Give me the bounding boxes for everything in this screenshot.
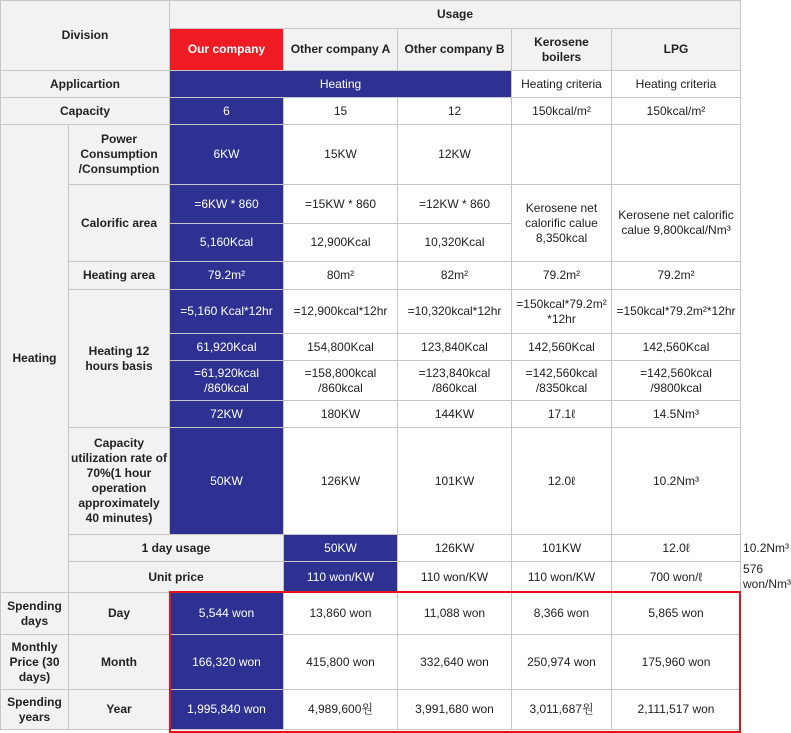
power-cell: 12KW <box>398 125 512 185</box>
utilization-cell: 12.0ℓ <box>512 428 612 535</box>
utilization-cell: 126KW <box>284 428 398 535</box>
header-kerosene: Kerosene boilers <box>512 29 612 71</box>
unit-price-cell: 110 won/KW <box>284 562 398 593</box>
spending-cell: 3,011,687원 <box>512 690 612 730</box>
spending-cell: 8,366 won <box>512 593 612 635</box>
spending-cell: 11,088 won <box>398 593 512 635</box>
spending-period-label: Month <box>69 635 170 690</box>
basis-cell: =158,800kcal /860kcal <box>284 361 398 401</box>
calorific-formula-row <box>1 185 741 224</box>
unit-price-cell: 110 won/KW <box>398 562 512 593</box>
day-usage-cell: 50KW <box>284 535 398 562</box>
spending-row-day <box>1 593 741 635</box>
utilization-label: Capacity utilization rate of 70%(1 hour operation approximately 40 minutes) <box>69 428 170 535</box>
application-heating: Heating <box>170 71 512 98</box>
basis-cell: 180KW <box>284 401 398 428</box>
spending-cell: 250,974 won <box>512 635 612 690</box>
calorific-result-cell: 5,160Kcal <box>170 224 284 262</box>
basis-cell: =142,560kcal /8350kcal <box>512 361 612 401</box>
spending-cell: 332,640 won <box>398 635 512 690</box>
calorific-formula-cell: =15KW * 860 <box>284 185 398 224</box>
spending-row-month <box>1 635 741 690</box>
basis-cell: 123,840Kcal <box>398 334 512 361</box>
day-usage-cell: 12.0ℓ <box>612 535 741 562</box>
application-row <box>1 71 741 98</box>
spending-cell: 5,865 won <box>612 593 741 635</box>
utilization-cell: 101KW <box>398 428 512 535</box>
power-row <box>1 125 741 185</box>
spending-cell: 3,991,680 won <box>398 690 512 730</box>
heating-area-cell: 79.2m² <box>512 262 612 290</box>
calorific-formula-cell: =6KW * 860 <box>170 185 284 224</box>
basis-cell: =150kcal*79.2m² *12hr <box>512 290 612 334</box>
basis-cell: 142,560Kcal <box>612 334 741 361</box>
basis-cell: 14.5Nm³ <box>612 401 741 428</box>
basis-row-1 <box>1 290 741 334</box>
basis-cell: 154,800Kcal <box>284 334 398 361</box>
spending-cell: 5,544 won <box>170 593 284 635</box>
header-lpg: LPG <box>612 29 741 71</box>
calorific-label: Calorific area <box>69 185 170 262</box>
usage-header: Usage <box>170 1 741 29</box>
unit-price-cell: 110 won/KW <box>512 562 612 593</box>
spending-group-label: Spending years <box>1 690 69 730</box>
utilization-cell: 10.2Nm³ <box>612 428 741 535</box>
basis-cell: =61,920kcal /860kcal <box>170 361 284 401</box>
spending-cell: 175,960 won <box>612 635 741 690</box>
calorific-formula-cell: =12KW * 860 <box>398 185 512 224</box>
capacity-cell: 15 <box>284 98 398 125</box>
basis-cell: =142,560kcal /9800kcal <box>612 361 741 401</box>
power-cell <box>512 125 612 185</box>
heating-area-row <box>1 262 741 290</box>
heating-area-label: Heating area <box>69 262 170 290</box>
spending-cell: 166,320 won <box>170 635 284 690</box>
day-usage-label: 1 day usage <box>69 535 284 562</box>
capacity-cell: 150kcal/m² <box>512 98 612 125</box>
day-usage-cell: 126KW <box>398 535 512 562</box>
calorific-result-cell: 10,320Kcal <box>398 224 512 262</box>
spending-period-label: Year <box>69 690 170 730</box>
spending-row-year <box>1 690 741 730</box>
basis-cell: =10,320kcal*12hr <box>398 290 512 334</box>
basis-cell: =12,900kcal*12hr <box>284 290 398 334</box>
basis-cell: 142,560Kcal <box>512 334 612 361</box>
basis-cell: 72KW <box>170 401 284 428</box>
spending-cell: 2,111,517 won <box>612 690 741 730</box>
spending-cell: 4,989,600원 <box>284 690 398 730</box>
basis-cell: =123,840kcal /860kcal <box>398 361 512 401</box>
spending-cell: 1,995,840 won <box>170 690 284 730</box>
heating-area-cell: 79.2m² <box>612 262 741 290</box>
power-cell: 15KW <box>284 125 398 185</box>
header-our-company: Our company <box>170 29 284 71</box>
utilization-cell: 50KW <box>170 428 284 535</box>
capacity-label: Capacity <box>1 98 170 125</box>
application-label: Applicartion <box>1 71 170 98</box>
heating-area-cell: 82m² <box>398 262 512 290</box>
application-lpg: Heating criteria <box>612 71 741 98</box>
heating-area-cell: 79.2m² <box>170 262 284 290</box>
header-row-usage <box>1 1 741 29</box>
basis-cell: 144KW <box>398 401 512 428</box>
application-kerosene: Heating criteria <box>512 71 612 98</box>
utilization-row <box>1 428 741 535</box>
capacity-row <box>1 98 741 125</box>
day-usage-cell: 101KW <box>512 535 612 562</box>
basis-cell: 61,920Kcal <box>170 334 284 361</box>
unit-price-cell: 700 won/ℓ <box>612 562 741 593</box>
capacity-cell: 12 <box>398 98 512 125</box>
day-usage-row: 1 day usage 50KW 126KW 101KW 12.0ℓ 10.2Nm³ <box>1 535 741 562</box>
calorific-kerosene-cell: Kerosene net calorific calue 8,350kcal <box>512 185 612 262</box>
power-cell: 6KW <box>170 125 284 185</box>
power-cell <box>612 125 741 185</box>
spending-group-label: Spending days <box>1 593 69 635</box>
heating-area-cell: 80m² <box>284 262 398 290</box>
header-company-b: Other company B <box>398 29 512 71</box>
spending-cell: 13,860 won <box>284 593 398 635</box>
heating-group-label: Heating <box>1 125 69 593</box>
basis-label: Heating 12 hours basis <box>69 290 170 428</box>
power-label: Power Consumption /Consumption <box>69 125 170 185</box>
spending-group-label: Monthly Price (30 days) <box>1 635 69 690</box>
capacity-cell: 6 <box>170 98 284 125</box>
basis-cell: =5,160 Kcal*12hr <box>170 290 284 334</box>
capacity-cell: 150kcal/m² <box>612 98 741 125</box>
division-header: Division <box>1 1 170 71</box>
basis-cell: 17.1ℓ <box>512 401 612 428</box>
spending-cell: 415,800 won <box>284 635 398 690</box>
unit-price-row: Unit price 110 won/KW 110 won/KW 110 won/KW 700 won/ℓ 576 won/Nm³ <box>1 562 741 593</box>
header-company-a: Other company A <box>284 29 398 71</box>
spending-period-label: Day <box>69 593 170 635</box>
calorific-lpg-cell: Kerosene net calorific calue 9,800kcal/Nm³ <box>612 185 741 262</box>
calorific-result-cell: 12,900Kcal <box>284 224 398 262</box>
unit-price-label: Unit price <box>69 562 284 593</box>
basis-cell: =150kcal*79.2m²*12hr <box>612 290 741 334</box>
